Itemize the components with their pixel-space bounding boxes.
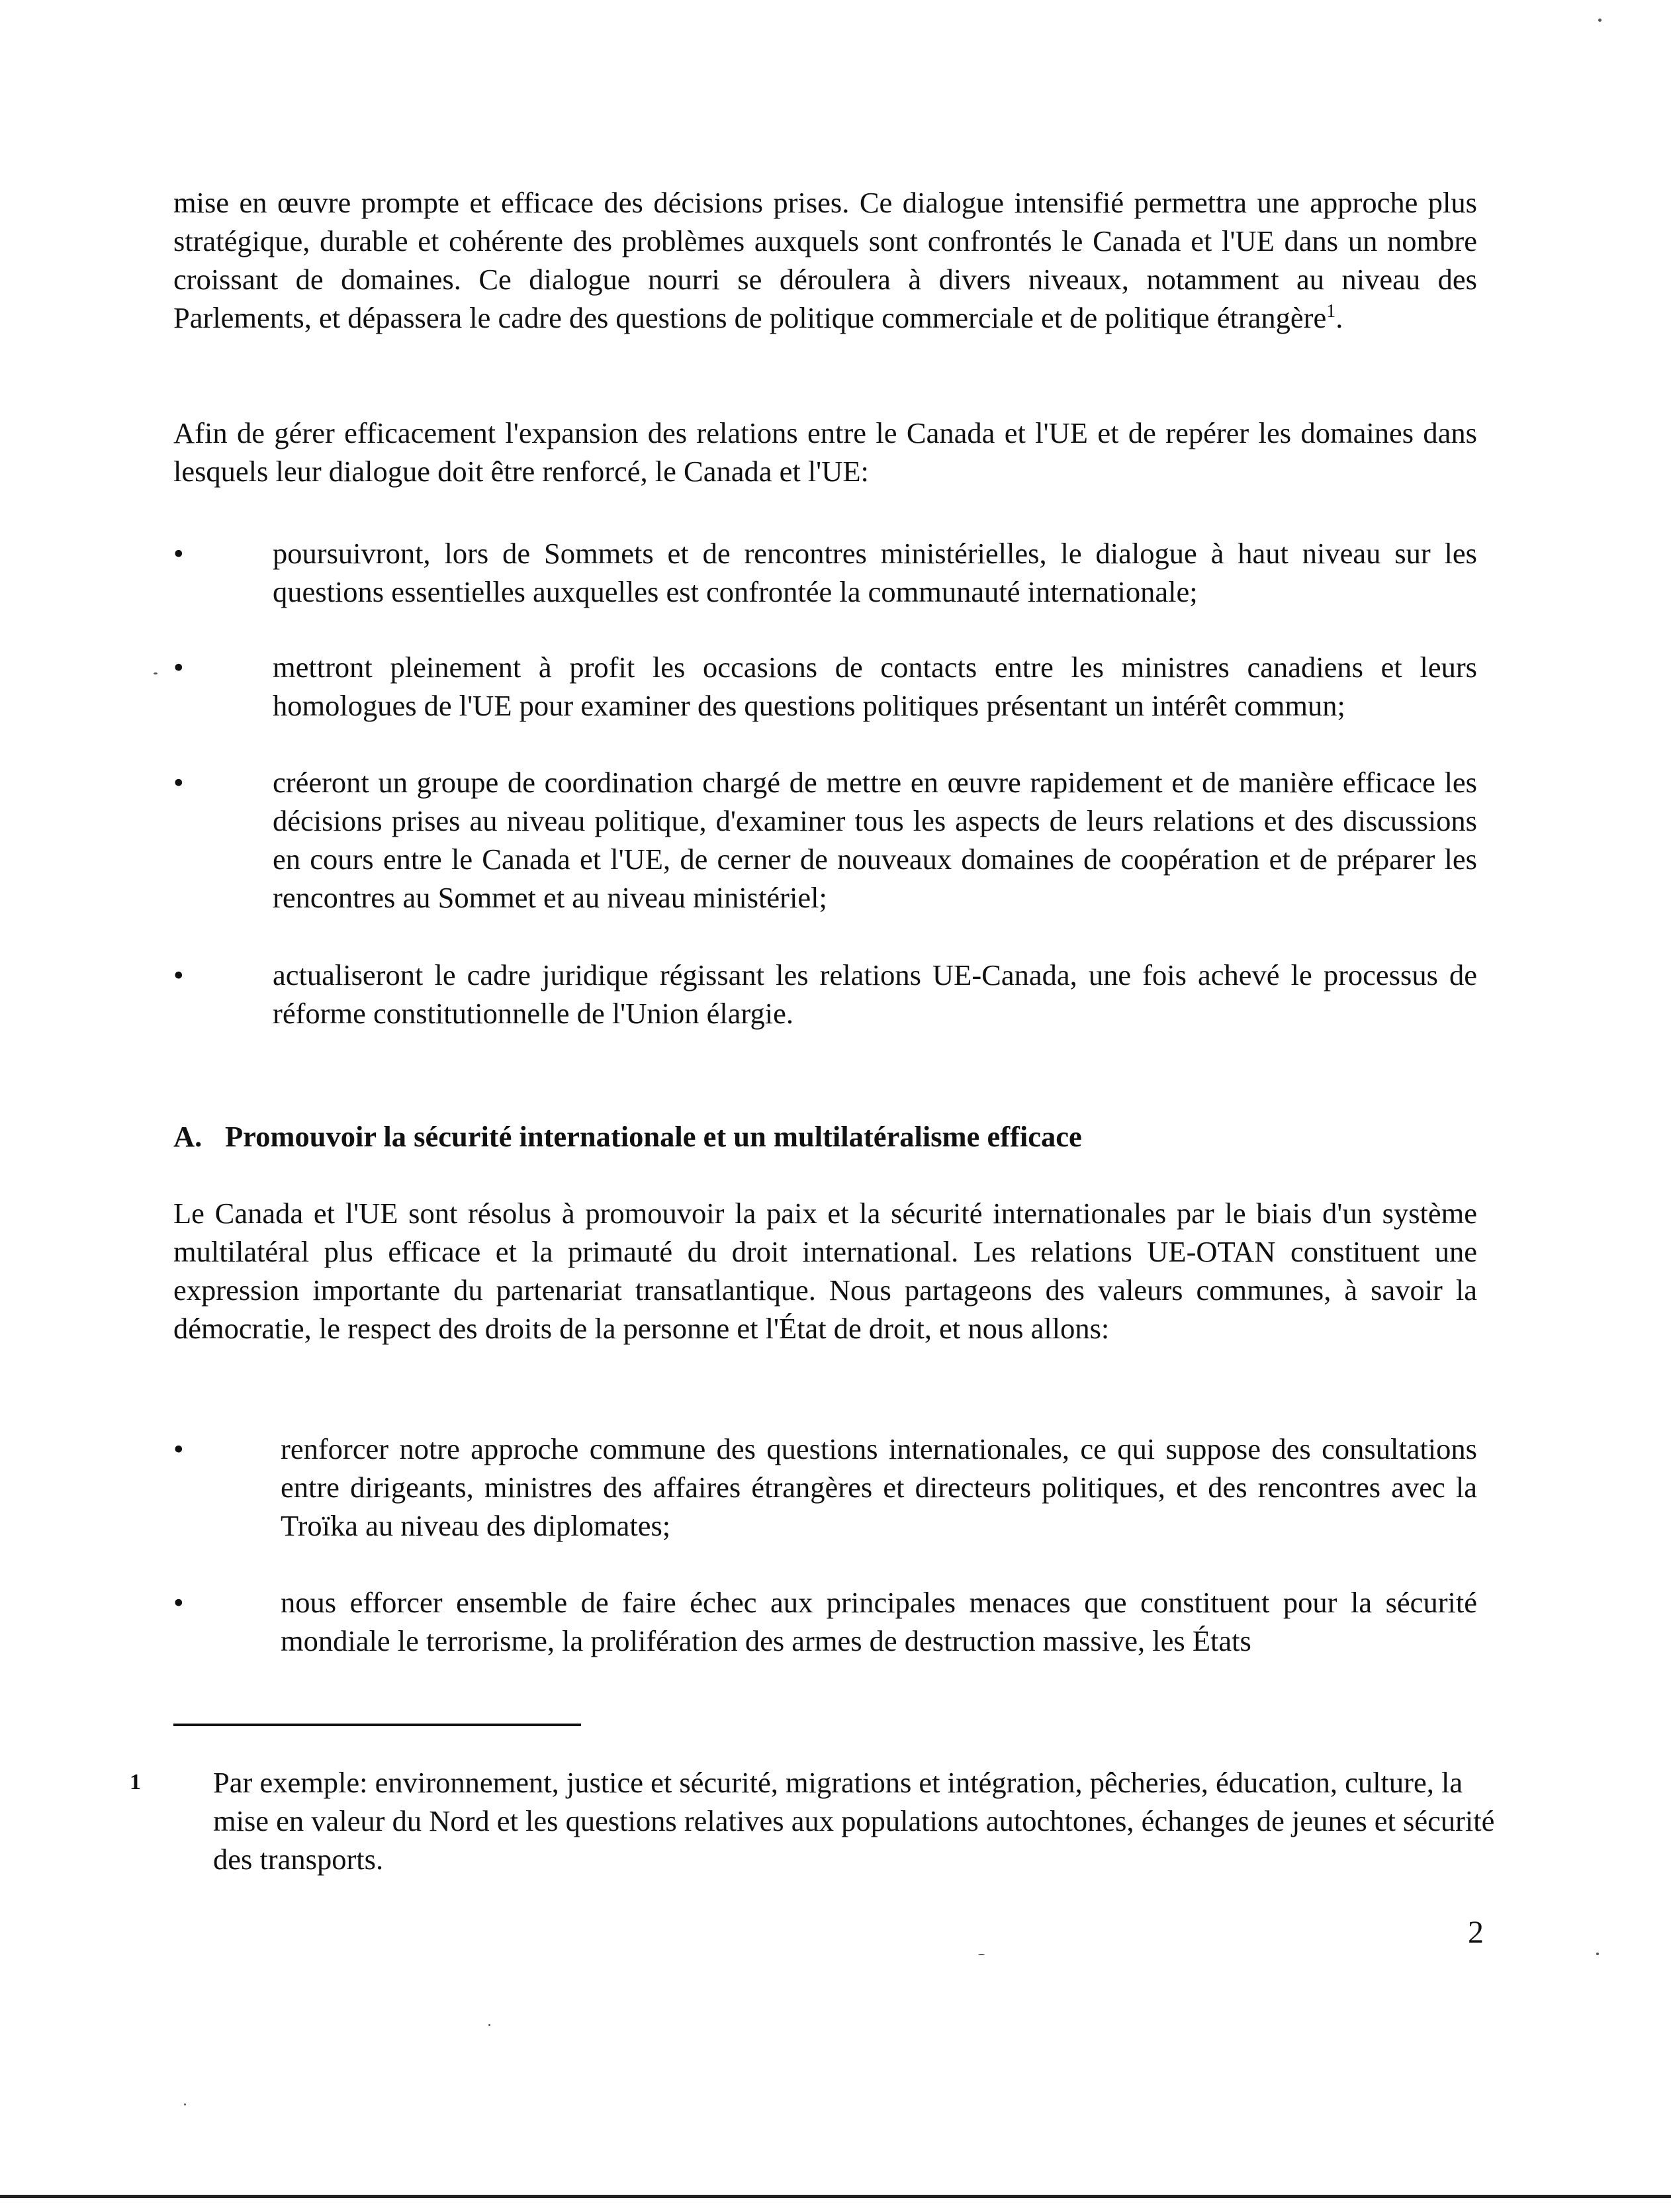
bullet-marker: • [173, 651, 184, 684]
scan-speck [184, 2103, 186, 2105]
bullet-marker: • [173, 1432, 184, 1465]
list-item-text: actualiseront le cadre juridique régissant les relations UE-Canada, une fois achevé le processus de réforme constitutionnelle de l'Union élargie. [273, 958, 1477, 1030]
list-item-text: poursuivront, lors de Sommets et de rencontres ministérielles, le dialogue à haut niveau sur les questions essentielles auxquelles est confrontée la communauté internationale; [273, 537, 1477, 608]
bullet-marker: • [173, 958, 184, 991]
scan-speck [1596, 1953, 1599, 1955]
paragraph-dialogue-end: . [1335, 301, 1343, 334]
paragraph-security: Le Canada et l'UE sont résolus à promouvoir la paix et la sécurité internationales par le biais d'un système multilatéral plus efficace et la primauté du droit international. Les relations UE-OTAN constituent une expression importante du partenariat transatlantique. Nous partageons des valeurs communes, à savoir la démocratie, le respect des droits de la personne et l'État de droit, et nous allons: [173, 1197, 1477, 1345]
bullet-marker: • [173, 537, 184, 570]
footnote-separator [173, 1724, 581, 1726]
scan-speck [488, 2024, 490, 2026]
list-item-text: nous efforcer ensemble de faire échec aux principales menaces que constituent pour la sécurité mondiale le terrorisme, la prolifération des armes de destruction massive, les États [281, 1586, 1477, 1657]
footnote-number: 1 [130, 1770, 141, 1794]
scan-edge-line [0, 2195, 1671, 2198]
paragraph-intro-list: Afin de gérer efficacement l'expansion des relations entre le Canada et l'UE et de repérer les domaines dans lesquels leur dialogue doit être renforcé, le Canada et l'UE: [173, 416, 1477, 488]
footnote-text: Par exemple: environnement, justice et sécurité, migrations et intégration, pêcheries, éducation, culture, la mise en valeur du Nord et les questions relatives aux populations autochtones, échanges de jeunes et sécurité des transports. [213, 1766, 1495, 1876]
bullet-marker: • [173, 766, 184, 799]
footnote-reference: 1 [1326, 301, 1336, 322]
section-title: Promouvoir la sécurité internationale et un multilatéralisme efficace [225, 1120, 1082, 1153]
section-heading [173, 1117, 1082, 1156]
list-item-text: créeront un groupe de coordination chargé de mettre en œuvre rapidement et de manière efficace les décisions prises au niveau politique, d'examiner tous les aspects de leurs relations et des discussions en cours entre le Canada et l'UE, de cerner de nouveaux domaines de coopération et de préparer les rencontres au Sommet et au niveau ministériel; [273, 766, 1477, 914]
section-letter: A. [173, 1120, 203, 1153]
page-number: 2 [1468, 1915, 1484, 1950]
paragraph-dialogue [173, 183, 1477, 337]
list-item-text: renforcer notre approche commune des questions internationales, ce qui suppose des consultations entre dirigeants, ministres des affaires étrangères et directeurs politiques, et des rencontres avec la Troïka au niveau des diplomates; [281, 1432, 1477, 1542]
paragraph-dialogue-text: mise en œuvre prompte et efficace des décisions prises. Ce dialogue intensifié permettra une approche plus stratégique, durable et cohérente des problèmes auxquels sont confrontés le Canada et l'UE dans un nombre croissant de domaines. Ce dialogue nourri se déroulera à divers niveaux, notamment au niveau des Parlements, et dépassera le cadre des questions de politique commerciale et de politique étrangère [173, 186, 1477, 334]
scan-speck [154, 672, 158, 674]
list-item-text: mettront pleinement à profit les occasions de contacts entre les ministres canadiens et leurs homologues de l'UE pour examiner des questions politiques présentant un intérêt commun; [273, 651, 1477, 722]
scan-speck [1598, 19, 1602, 22]
scan-speck [978, 1954, 985, 1955]
bullet-marker: • [173, 1586, 184, 1619]
